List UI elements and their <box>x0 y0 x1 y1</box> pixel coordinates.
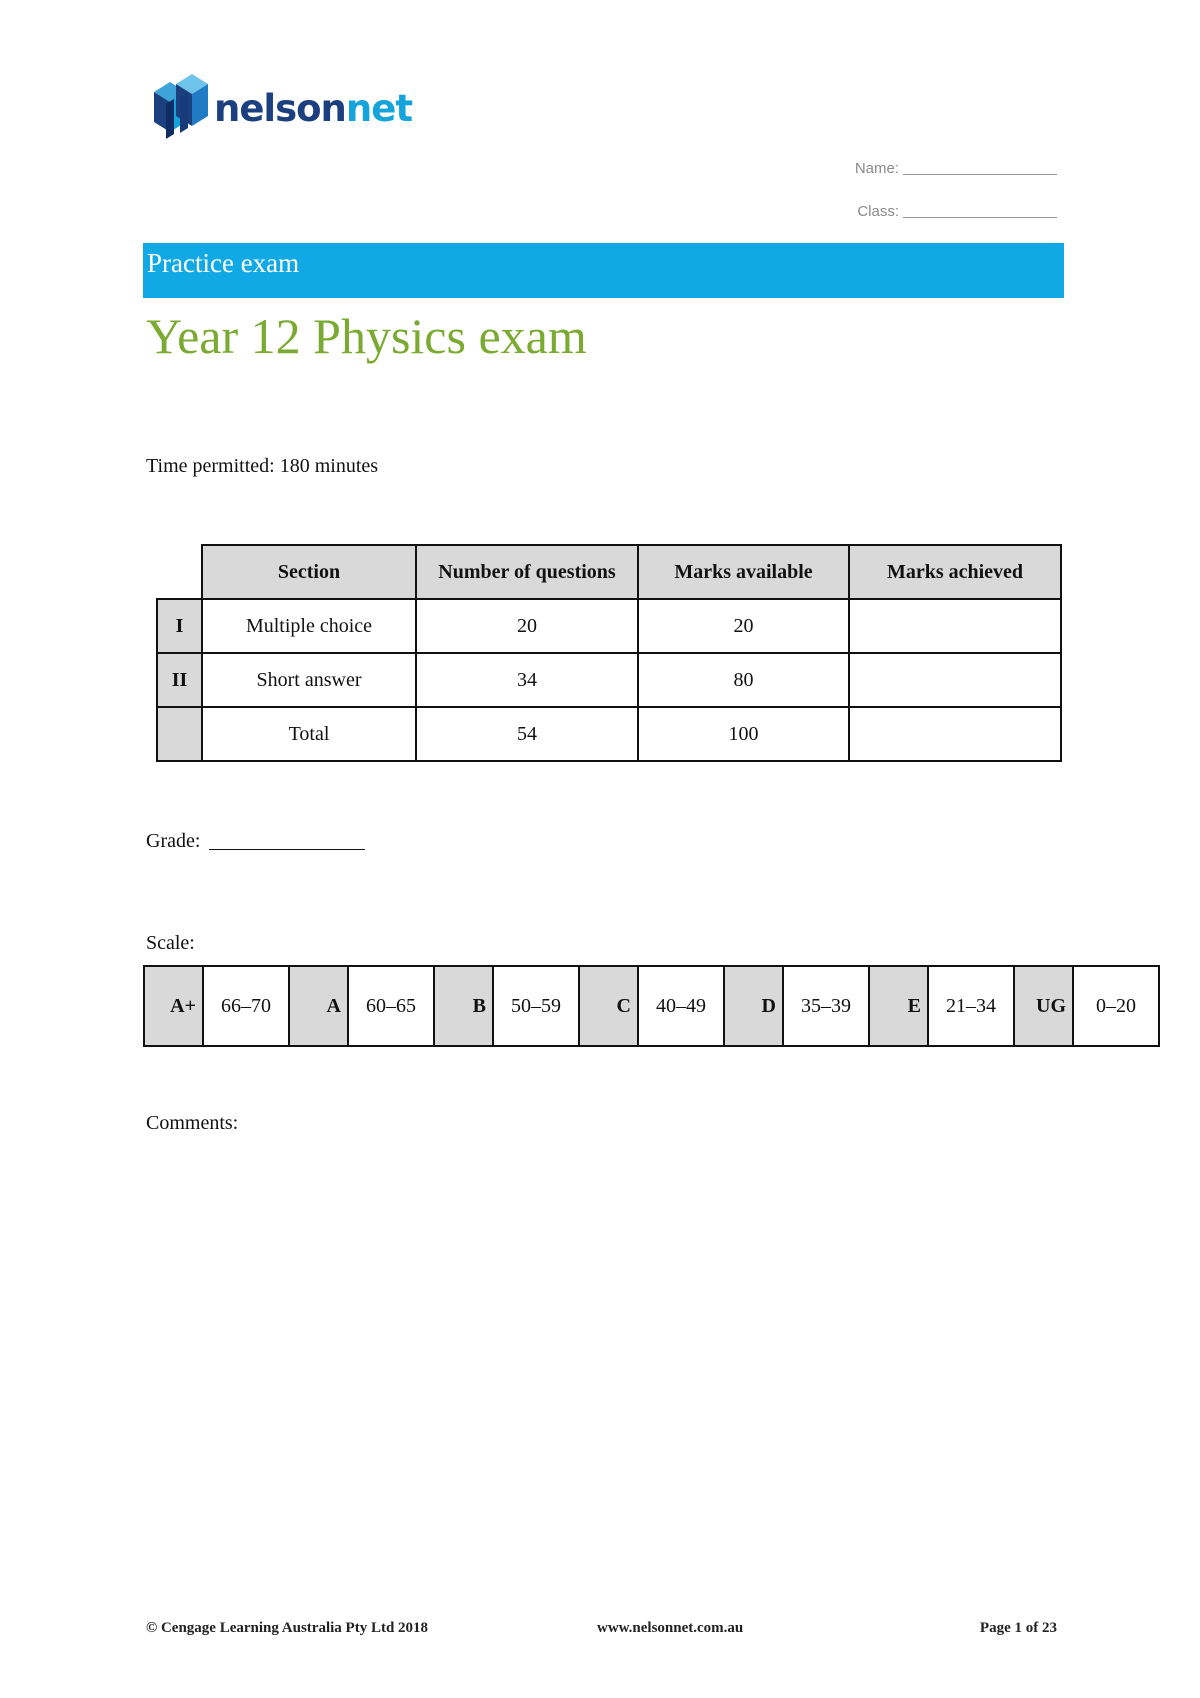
table-row <box>157 707 1061 761</box>
table-row <box>157 599 1061 653</box>
footer-page-number: Page 1 of 23 <box>979 1620 1057 1636</box>
class-line <box>903 217 1057 218</box>
scale-range: 0–20 <box>1073 966 1159 1046</box>
header-questions: Number of questions <box>416 545 638 599</box>
scale-range: 66–70 <box>203 966 289 1046</box>
achieved-cell[interactable] <box>849 707 1061 761</box>
scale-range: 60–65 <box>348 966 434 1046</box>
questions-cell: 54 <box>416 707 638 761</box>
footer-url[interactable]: www.nelsonnet.com.au <box>597 1620 744 1636</box>
scale-range: 35–39 <box>783 966 869 1046</box>
name-label: Name: <box>854 160 899 177</box>
row-label <box>157 707 202 761</box>
name-line <box>903 174 1057 175</box>
scale-label: Scale: <box>146 932 195 954</box>
grade-field[interactable] <box>146 830 365 853</box>
achieved-cell[interactable] <box>849 653 1061 707</box>
comments-label: Comments: <box>146 1112 239 1134</box>
logo-wordmark: nelsonnet <box>214 86 413 130</box>
scale-range: 50–59 <box>493 966 579 1046</box>
row-label: I <box>157 599 202 653</box>
scale-range: 40–49 <box>638 966 724 1046</box>
scale-grade: A+ <box>144 966 203 1046</box>
time-permitted: Time permitted: 180 minutes <box>146 455 379 477</box>
grade-line <box>209 849 365 850</box>
class-field[interactable] <box>857 203 1057 220</box>
summary-header-row <box>157 545 1061 599</box>
scale-grade: UG <box>1014 966 1073 1046</box>
grade-scale-table <box>143 965 1160 1047</box>
page-title: Year 12 Physics exam <box>146 308 587 364</box>
nelsonnet-logo <box>150 74 412 140</box>
header-marks-achieved: Marks achieved <box>849 545 1061 599</box>
table-row <box>157 653 1061 707</box>
scale-grade: B <box>434 966 493 1046</box>
grade-label: Grade: <box>146 830 201 852</box>
achieved-cell[interactable] <box>849 599 1061 653</box>
section-cell: Short answer <box>202 653 416 707</box>
scale-grade: C <box>579 966 638 1046</box>
questions-cell: 34 <box>416 653 638 707</box>
scale-row <box>144 966 1159 1046</box>
marks-cell: 100 <box>638 707 849 761</box>
corner-cell <box>157 545 202 599</box>
marks-cell: 80 <box>638 653 849 707</box>
header-marks-available: Marks available <box>638 545 849 599</box>
logo-cube-icon <box>150 74 212 140</box>
name-field[interactable] <box>855 160 1057 177</box>
scale-grade: D <box>724 966 783 1046</box>
header-section: Section <box>202 545 416 599</box>
class-label: Class: <box>857 203 899 220</box>
practice-exam-banner <box>143 243 1064 298</box>
banner-label: Practice exam <box>147 248 300 278</box>
footer-copyright: © Cengage Learning Australia Pty Ltd 2018 <box>146 1620 429 1636</box>
summary-table <box>156 544 1062 762</box>
scale-grade: A <box>289 966 348 1046</box>
section-cell: Multiple choice <box>202 599 416 653</box>
row-label: II <box>157 653 202 707</box>
questions-cell: 20 <box>416 599 638 653</box>
scale-grade: E <box>869 966 928 1046</box>
scale-range: 21–34 <box>928 966 1014 1046</box>
marks-cell: 20 <box>638 599 849 653</box>
section-cell: Total <box>202 707 416 761</box>
